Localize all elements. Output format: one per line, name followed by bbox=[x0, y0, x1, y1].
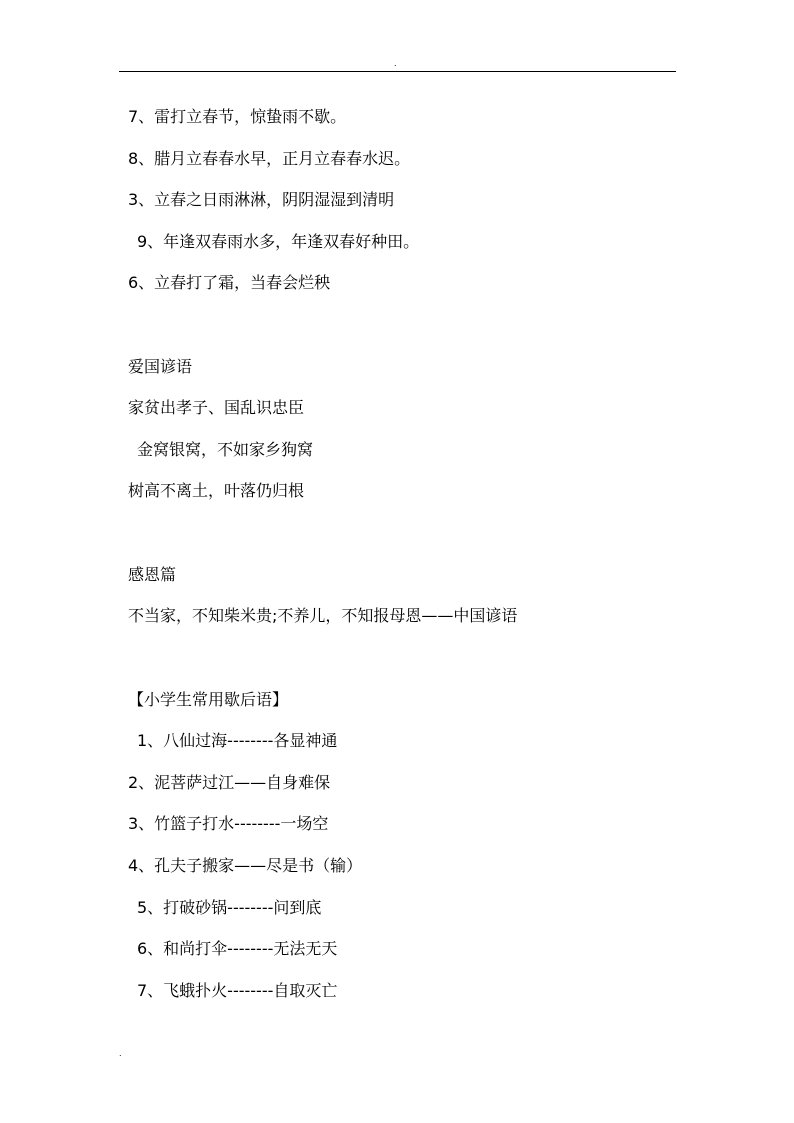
proverb-line: 家贫出孝子、国乱识忠臣 bbox=[128, 398, 305, 417]
header-mark: . bbox=[394, 59, 397, 68]
footer-mark: . bbox=[119, 1049, 122, 1058]
proverb-line: 3、立春之日雨淋淋，阴阴湿湿到清明 bbox=[128, 190, 395, 209]
section-heading: 感恩篇 bbox=[128, 565, 177, 584]
proverb-line: 6、立春打了霜，当春会烂秧 bbox=[128, 273, 331, 292]
proverb-line: 树高不离土，叶落仍归根 bbox=[128, 481, 305, 500]
header-rule bbox=[119, 71, 676, 72]
xiehouyu-line: 7、飞蛾扑火--------自取灭亡 bbox=[137, 981, 338, 1000]
section-heading: 爱国谚语 bbox=[128, 357, 193, 376]
xiehouyu-line: 1、八仙过海--------各显神通 bbox=[137, 731, 338, 750]
xiehouyu-line: 2、泥菩萨过江——自身难保 bbox=[128, 773, 331, 792]
xiehouyu-line: 3、竹篮子打水--------一场空 bbox=[128, 814, 329, 833]
proverb-line: 8、腊月立春春水早，正月立春春水迟。 bbox=[128, 149, 411, 168]
xiehouyu-line: 5、打破砂锅--------问到底 bbox=[137, 898, 322, 917]
proverb-line: 9、年逢双春雨水多，年逢双春好种田。 bbox=[137, 232, 420, 251]
xiehouyu-line: 6、和尚打伞--------无法无天 bbox=[137, 939, 338, 958]
proverb-line: 金窝银窝，不如家乡狗窝 bbox=[137, 440, 314, 459]
proverb-line: 7、雷打立春节，惊蛰雨不歇。 bbox=[128, 107, 347, 126]
section-heading: 【小学生常用歇后语】 bbox=[128, 690, 289, 709]
proverb-line: 不当家，不知柴米贵;不养儿，不知报母恩——中国谚语 bbox=[128, 606, 518, 625]
xiehouyu-line: 4、孔夫子搬家——尽是书（输） bbox=[128, 856, 363, 875]
